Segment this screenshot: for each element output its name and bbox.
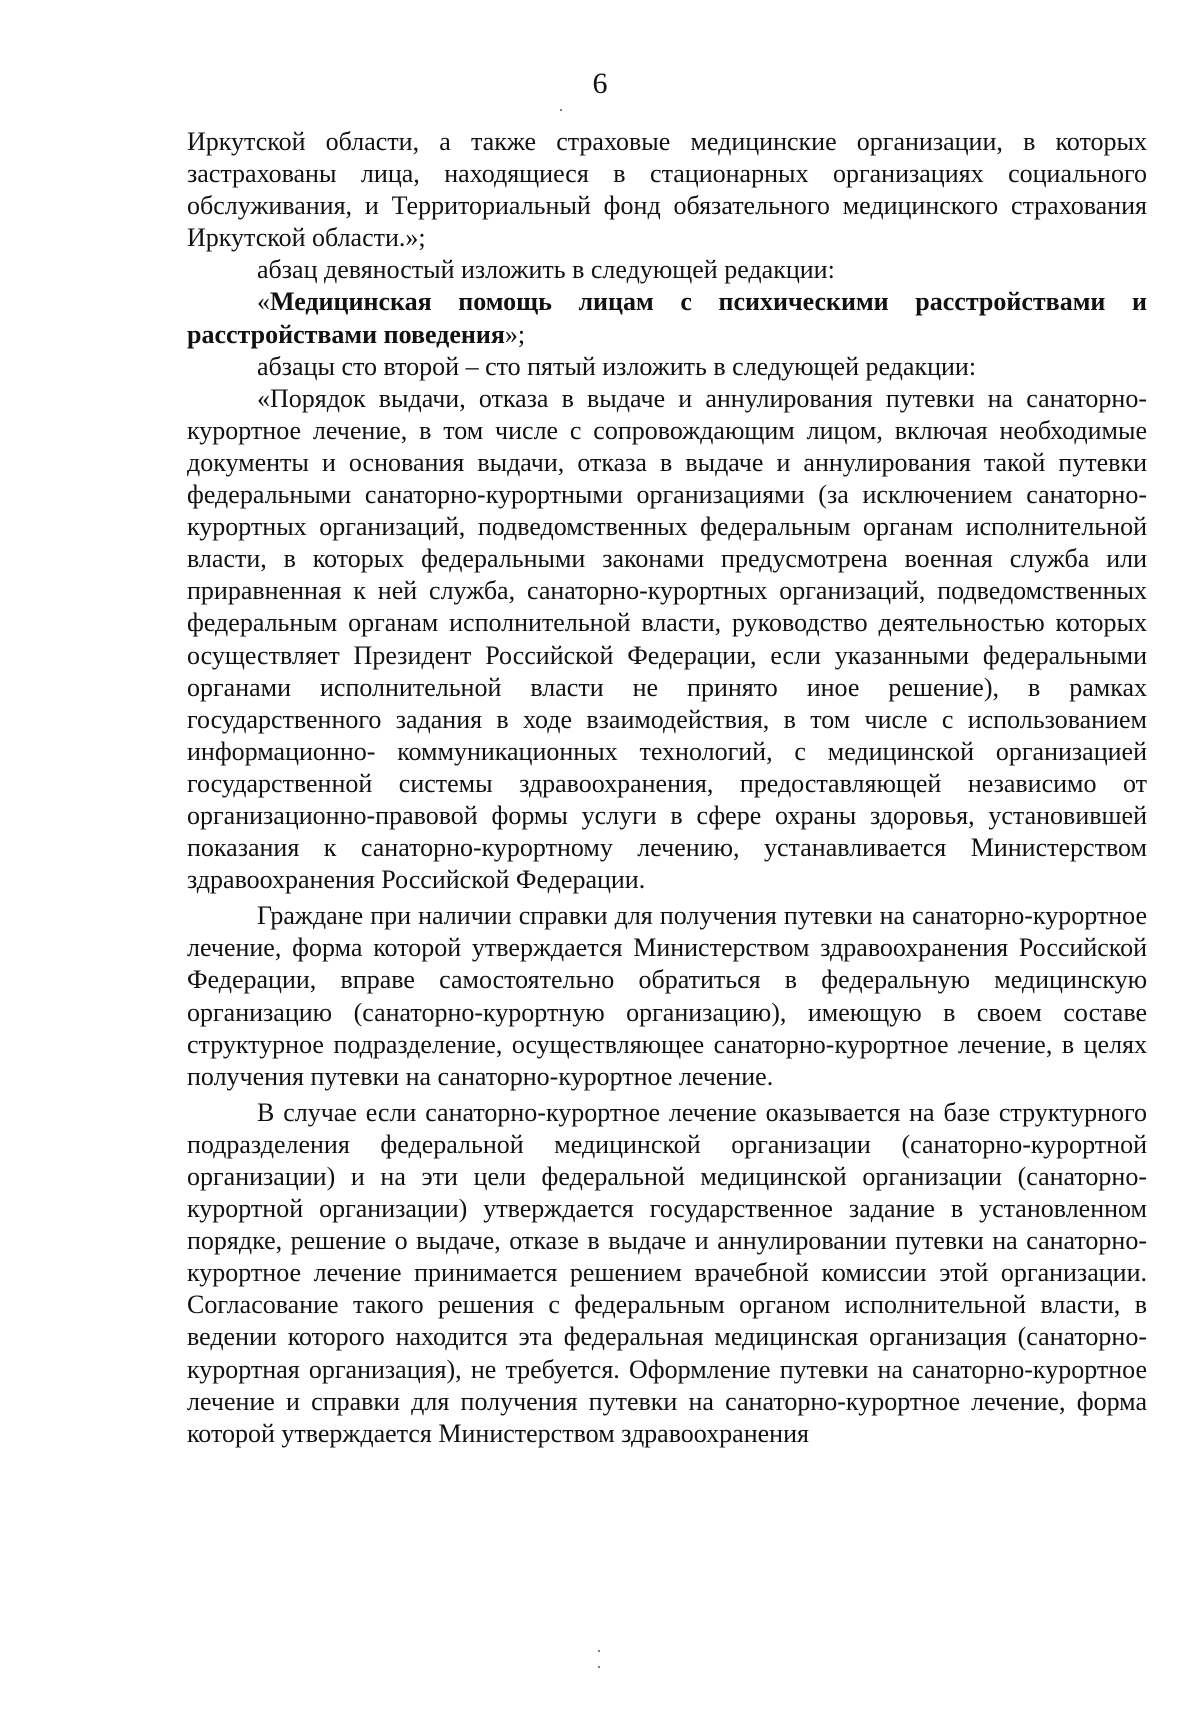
- page-number: 6: [592, 67, 608, 100]
- paragraph-amendment-102-105: абзацы сто второй – сто пятый изложить в следующей редакции:: [257, 351, 977, 381]
- paragraph-citizens: Граждане при наличии справки для получения путевки на санаторно-курортное лечение, форма которой утверждается Министерством здравоохранения Российской Федерации, вправе самостоятельно обратиться в федеральную медицинскую организацию (санаторно-курортную организацию), имеющую в своем составе структурное подразделение, осуществляющее санаторно-курортное лечение, в целях получения путевки на санаторно-курортное лечение.: [187, 901, 1147, 1091]
- bold-heading-text: Медицинская помощь лицам с психическими расстройствами и расстройствами поведения: [187, 287, 1147, 349]
- close-quote: »;: [504, 319, 526, 349]
- document-body: [187, 126, 1147, 1450]
- paragraph-procedure: «Порядок выдачи, отказа в выдаче и аннулирования путевки на санаторно-курортное лечение, в том числе с сопровождающим лицом, включая необходимые документы и основания выдачи, отказа в выдаче и аннулирования такой путевки федеральными санаторно-курортными организациями (за исключением санаторно-курортных организаций, подведомственных федеральным органам исполнительной власти, в которых федеральными законами предусмотрена военная служба или приравненная к ней служба, санаторно-курортных организаций, подведомственных федеральным органам исполнительной власти, руководство деятельностью которых осуществляет Президент Российской Федерации, если указанными федеральными органами исполнительной власти не принято иное решение), в рамках государственного задания в ходе взаимодействия, в том числе с использованием информационно- коммуникационных технологий, с медицинской организацией государственной системы здравоохранения, предоставляющей независимо от организационно-правовой формы услуги в сфере охраны здоровья, установившей показания к санаторно-курортному лечению, устанавливается Министерством здравоохранения Российской Федерации.: [187, 383, 1147, 895]
- paragraph-structural-unit: В случае если санаторно-курортное лечение оказывается на базе структурного подразделения федеральной медицинской организации (санаторно-курортной организации) и на эти цели федеральной медицинской организации (санаторно-курортной организации) утверждается государственное задание в установленном порядке, решение о выдаче, отказе в выдаче и аннулировании путевки на санаторно-курортное лечение принимается решением врачебной комиссии этой организации. Согласование такого решения с федеральным органом исполнительной власти, в ведении которого находится эта федеральная медицинская организация (санаторно-курортная организация), не требуется. Оформление путевки на санаторно-курортное лечение и справки для получения путевки на санаторно-курортное лечение, форма которой утверждается Министерством здравоохранения: [187, 1097, 1147, 1448]
- scan-speck: [598, 1650, 600, 1652]
- scan-speck: [560, 109, 562, 111]
- open-quote: «: [257, 287, 270, 317]
- scan-speck: [598, 1666, 600, 1668]
- paragraph-bold-heading: [187, 286, 1147, 350]
- paragraph-amendment-90: абзац девяностый изложить в следующей редакции:: [257, 255, 835, 285]
- paragraph-continuation: Иркутской области, а также страховые медицинские организации, в которых застрахованы лица, находящиеся в стационарных организациях социального обслуживания, и Территориальный фонд обязательного медицинского страхования Иркутской области.»;: [187, 127, 1147, 253]
